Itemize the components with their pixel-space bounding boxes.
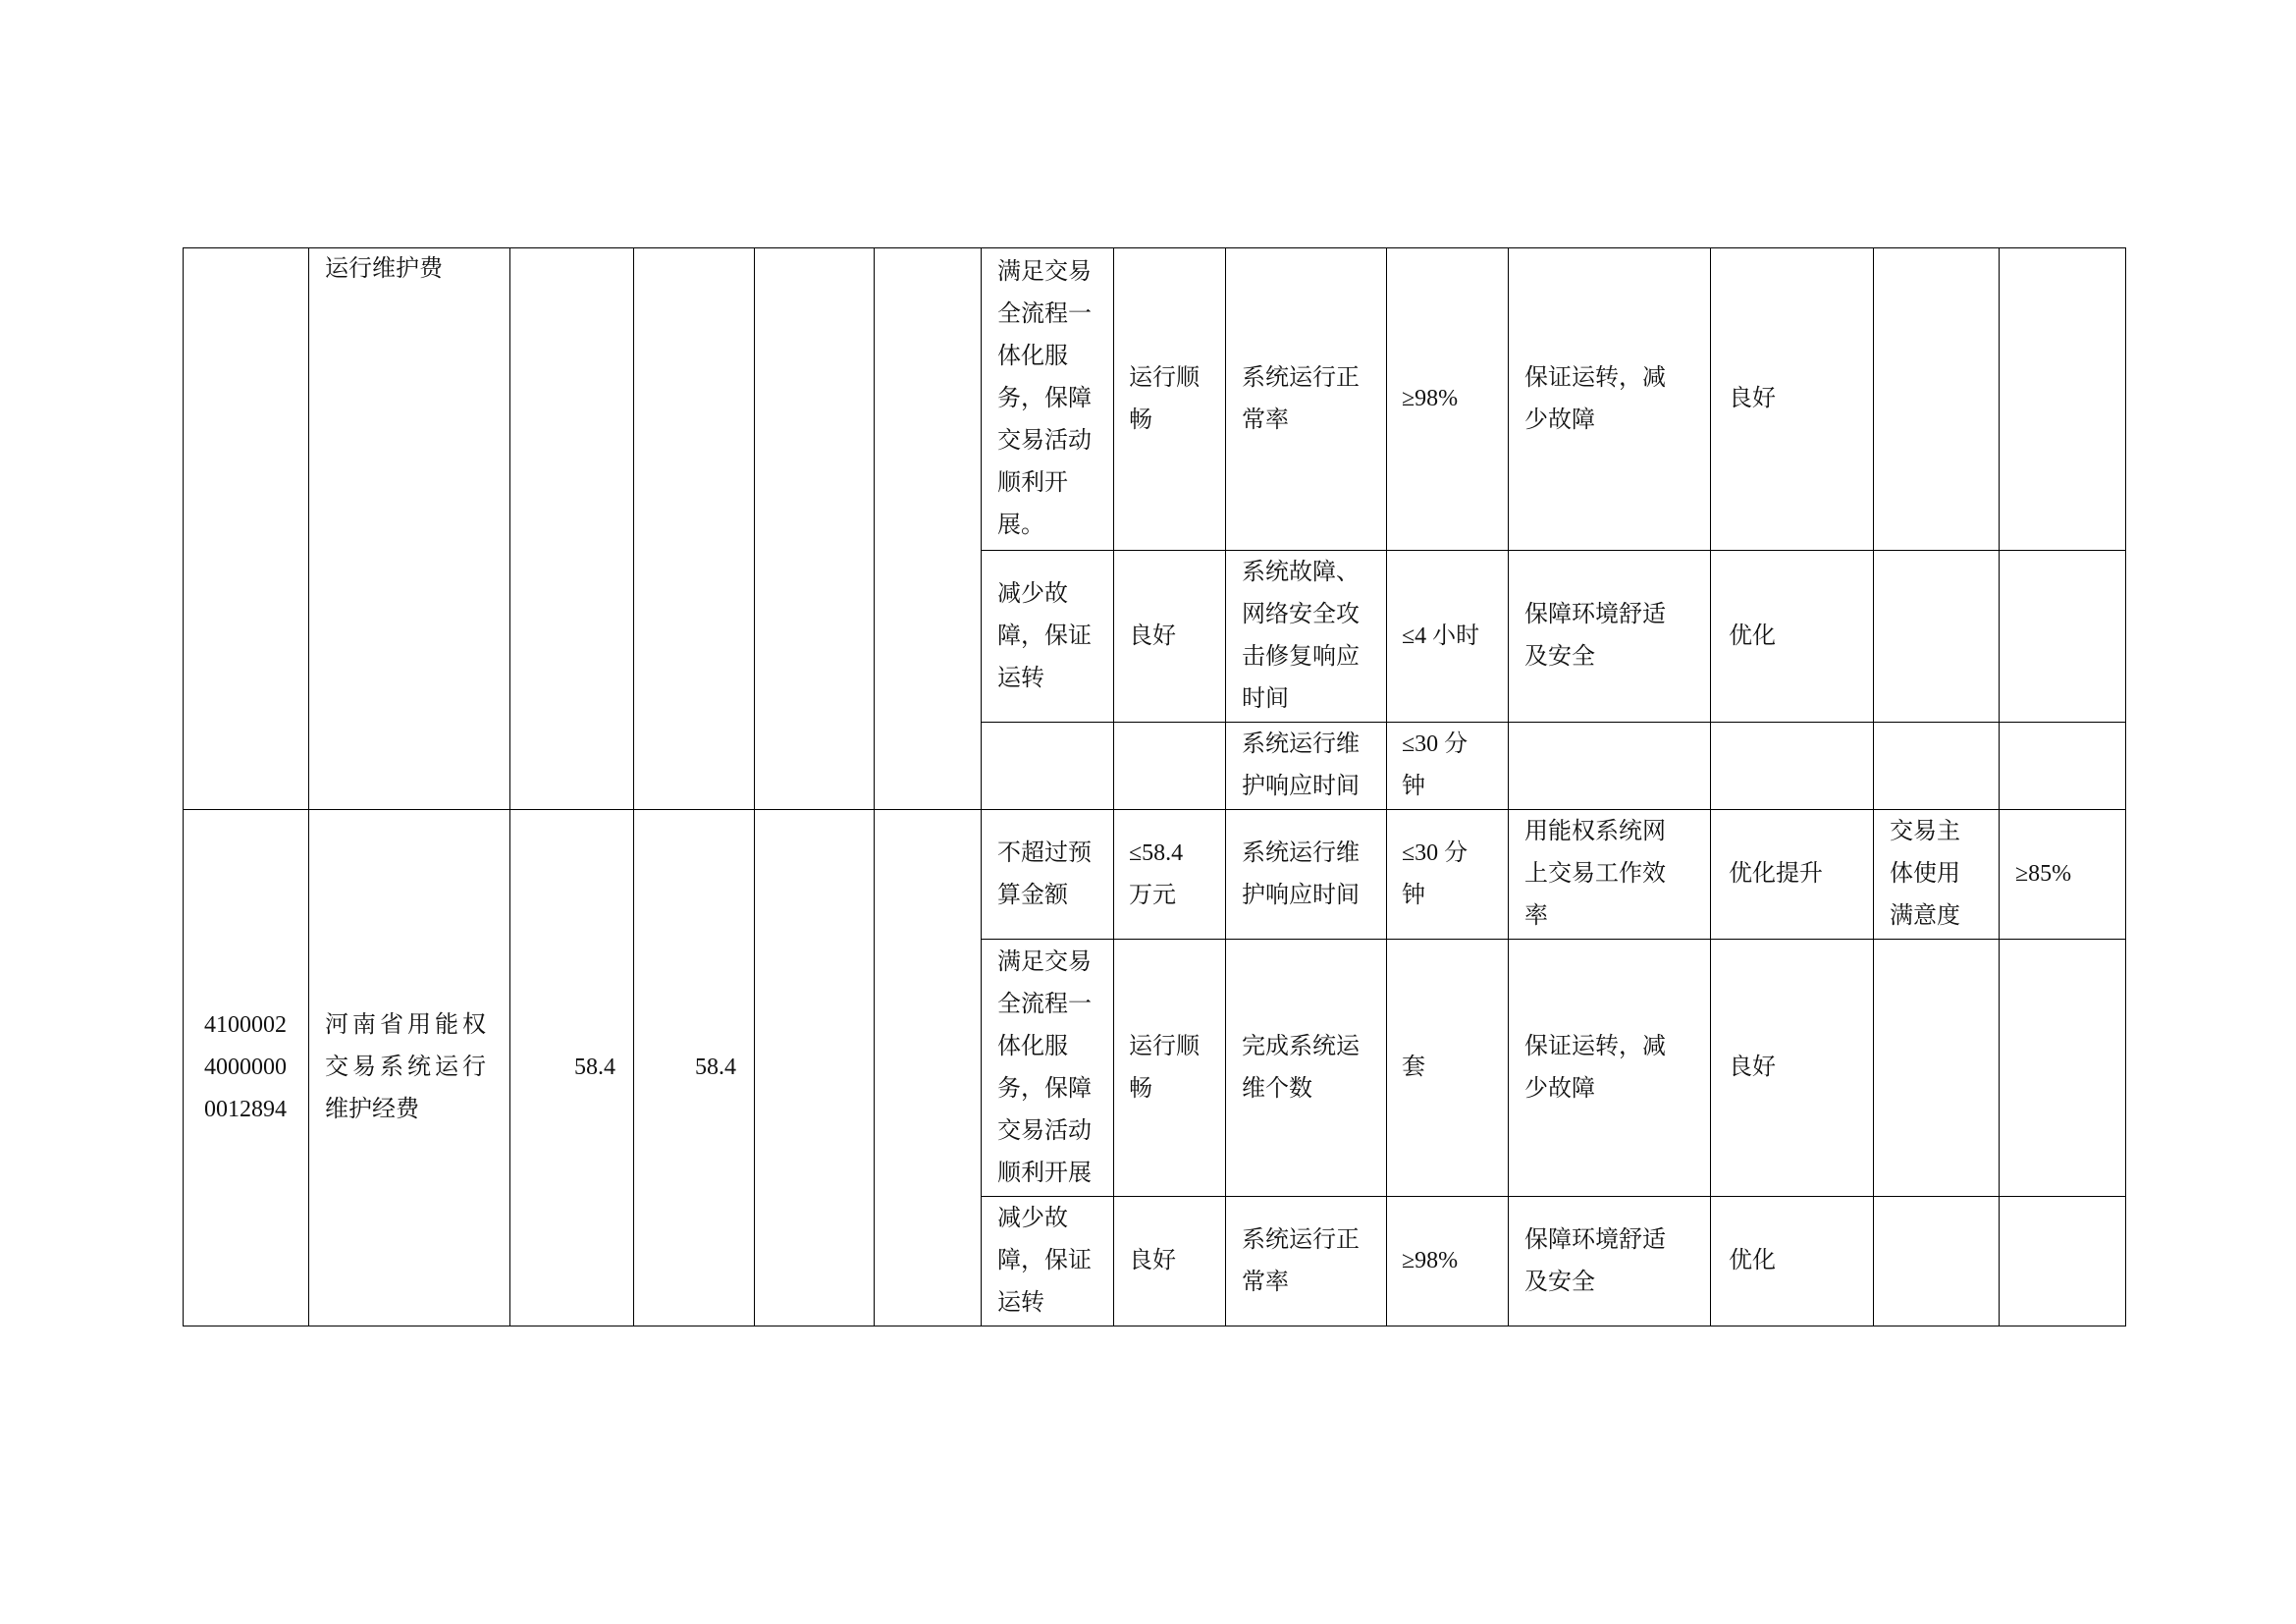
effect-value-cell (1711, 723, 1874, 810)
indicator-value-cell: ≥98% (1387, 1197, 1509, 1326)
target-cell (982, 723, 1114, 810)
satisfaction-cell (1874, 1197, 2000, 1326)
blank-cell (875, 810, 982, 1326)
project-name-cell: 河南省用能权交易系统运行维护经费 (309, 810, 510, 1326)
satisfaction-cell (1874, 248, 2000, 551)
effect-value-cell: 良好 (1711, 940, 1874, 1197)
target-value-cell (1114, 723, 1226, 810)
table-row (184, 810, 2126, 940)
indicator-cell: 系统运行正常率 (1226, 248, 1387, 551)
effect-cell: 保障环境舒适及安全 (1509, 551, 1711, 723)
target-cell: 不超过预算金额 (982, 810, 1114, 940)
code-cell: 410000240000000012894 (184, 810, 309, 1326)
indicator-value-cell: ≥98% (1387, 248, 1509, 551)
effect-value-cell: 优化 (1711, 1197, 1874, 1326)
effect-cell: 用能权系统网上交易工作效率 (1509, 810, 1711, 940)
satisfaction-value-cell (2000, 248, 2126, 551)
target-cell: 减少故障，保证运转 (982, 551, 1114, 723)
indicator-cell: 系统运行维护响应时间 (1226, 723, 1387, 810)
satisfaction-value-cell (2000, 551, 2126, 723)
blank-cell (755, 248, 875, 810)
indicator-value-cell: ≤4 小时 (1387, 551, 1509, 723)
blank-cell (875, 248, 982, 810)
satisfaction-cell (1874, 551, 2000, 723)
target-value-cell: 运行顺畅 (1114, 940, 1226, 1197)
satisfaction-value-cell (2000, 723, 2126, 810)
satisfaction-value-cell (2000, 1197, 2126, 1326)
indicator-value-cell: ≤30 分钟 (1387, 723, 1509, 810)
effect-value-cell: 良好 (1711, 248, 1874, 551)
target-cell: 满足交易全流程一体化服务，保障交易活动顺利开展。 (982, 248, 1114, 551)
target-cell: 减少故障，保证运转 (982, 1197, 1114, 1326)
effect-cell (1509, 723, 1711, 810)
target-value-cell: 良好 (1114, 1197, 1226, 1326)
effect-value-cell: 优化提升 (1711, 810, 1874, 940)
satisfaction-cell (1874, 940, 2000, 1197)
target-cell: 满足交易全流程一体化服务，保障交易活动顺利开展 (982, 940, 1114, 1197)
amount-cell: 58.4 (634, 810, 755, 1326)
target-value-cell: 良好 (1114, 551, 1226, 723)
table-row (184, 248, 2126, 551)
target-value-cell: 运行顺畅 (1114, 248, 1226, 551)
indicator-cell: 系统运行正常率 (1226, 1197, 1387, 1326)
indicator-cell: 系统故障、网络安全攻击修复响应时间 (1226, 551, 1387, 723)
effect-value-cell: 优化 (1711, 551, 1874, 723)
indicator-value-cell: 套 (1387, 940, 1509, 1197)
effect-cell: 保证运转，减少故障 (1509, 248, 1711, 551)
amount-cell (510, 248, 634, 810)
amount-cell (634, 248, 755, 810)
performance-target-table (183, 247, 2126, 1326)
amount-cell: 58.4 (510, 810, 634, 1326)
effect-cell: 保证运转，减少故障 (1509, 940, 1711, 1197)
indicator-cell: 完成系统运维个数 (1226, 940, 1387, 1197)
code-cell (184, 248, 309, 810)
satisfaction-cell: 交易主体使用满意度 (1874, 810, 2000, 940)
effect-cell: 保障环境舒适及安全 (1509, 1197, 1711, 1326)
blank-cell (755, 810, 875, 1326)
satisfaction-cell (1874, 723, 2000, 810)
satisfaction-value-cell: ≥85% (2000, 810, 2126, 940)
indicator-value-cell: ≤30 分钟 (1387, 810, 1509, 940)
target-value-cell: ≤58.4 万元 (1114, 810, 1226, 940)
satisfaction-value-cell (2000, 940, 2126, 1197)
project-name-cell: 运行维护费 (309, 248, 510, 810)
indicator-cell: 系统运行维护响应时间 (1226, 810, 1387, 940)
